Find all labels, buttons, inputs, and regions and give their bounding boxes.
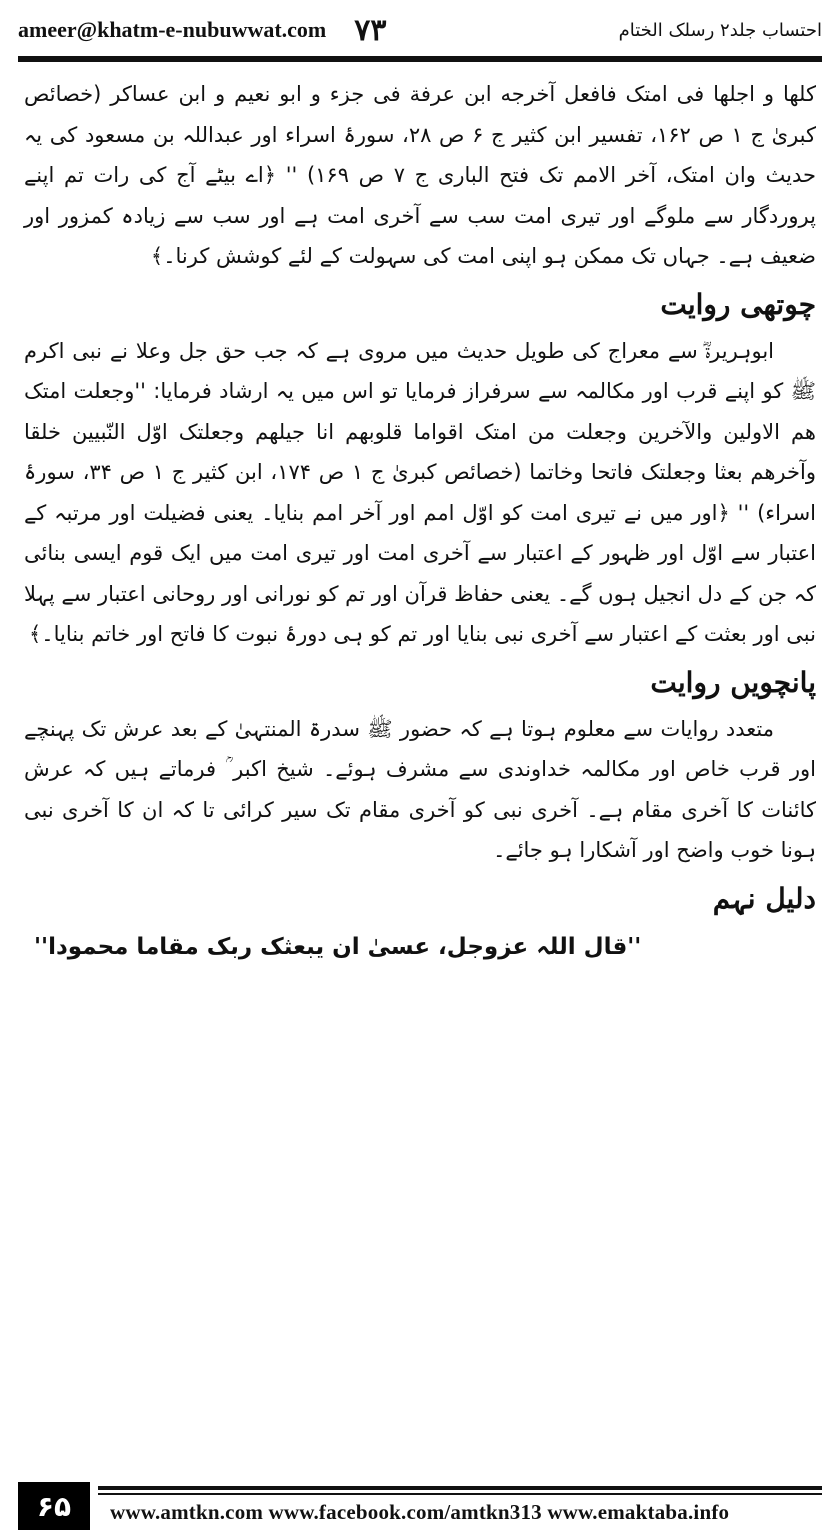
header-page-ref: ۷۳ xyxy=(354,12,387,48)
header-email: ameer@khatm-e-nubuwwat.com xyxy=(18,17,327,42)
paragraph-1: کلھا و اجلھا فی امتک فافعل آخرجه ابن عرفة فی جزء و ابو نعیم و ابن عساکر (خصائص کبریٰ ج ۱ ص ۱۶۲، تفسیر ابن کثیر ج ۶ ص ۲۸، سورۂ اسراء اور عبداللہ بن مسعود کی یہ حدیث وان امتک، آخر الامم تک فتح الباری ج ۷ ص ۱۶۹) '' ﴿اے بیٹے آج کی رات تم اپنے پروردگار سے ملوگے اور تیری امت سب سے آخری امت ہے اور سب سے زیادہ کمزور اور ضعیف ہے۔ جہاں تک ممکن ہو اپنی امت کی سہولت کے لئے کوشش کرنا۔﴾ xyxy=(24,82,816,268)
footer-rule-thin xyxy=(98,1493,822,1495)
page-header xyxy=(18,10,822,50)
footer-page-number: ۶۵ xyxy=(18,1482,90,1530)
footer-urls: www.amtkn.com www.facebook.com/amtkn313 www.emaktaba.info xyxy=(110,1500,730,1524)
page-footer xyxy=(18,1482,822,1534)
heading-fifth-narration: پانچویں روایت xyxy=(650,665,816,699)
heading-fourth-narration: چوتھی روایت xyxy=(660,287,816,321)
header-rule xyxy=(18,56,822,62)
heading-ninth-proof: دلیل نہم xyxy=(712,881,816,915)
header-left xyxy=(18,13,387,48)
header-book-title: احتساب جلد۲ رسلک الختام xyxy=(618,19,822,41)
paragraph-3: متعدد روایات سے معلوم ہوتا ہے کہ حضور ﷺ سدرۃ المنتہیٰ کے بعد عرش تک پہنچے اور قرب خاص اور مکالمہ خداوندی سے مشرف ہوئے۔ شیخ اکبر ؒ فرماتے ہیں کہ عرش کائنات کا آخری مقام ہے۔ آخری نبی کو آخری مقام تک سیر کرائی تا کہ ان کا آخری نبی ہونا خوب واضح اور آشکارا ہو جائے۔ xyxy=(24,716,816,862)
quranic-quote: ''قال اللہ عزوجل، عسیٰ ان یبعثک ربک مقاما محمودا'' xyxy=(34,933,642,960)
footer-rule xyxy=(98,1486,822,1490)
page-content xyxy=(24,74,816,1466)
paragraph-2: ابوہریرۃؓ سے معراج کی طویل حدیث میں مروی ہے کہ جب حق جل وعلا نے نبی اکرم ﷺ کو اپنے قرب اور مکالمہ سے سرفراز فرمایا تو اس میں یہ ارشاد فرمایا: ''وجعلت امتک ھم الاولین والآخرین وجعلت من امتک اقواما قلوبھم انا جیلھم وجعلتک اوّل النّبیین خلقا وآخرھم بعثا وجعلتک فاتحا وخاتما (خصائص کبریٰ ج ۱ ص ۱۷۴، ابن کثیر ج ۱ ص ۳۴، سورۂ اسراء) '' ﴿اور میں نے تیری امت کو اوّل امم اور آخر امم بنایا۔ یعنی فضیلت اور مرتبہ کے اعتبار سے اوّل اور ظہور کے اعتبار سے آخری امت اور تیری امت میں ایک قوم ایسی بنائی کہ جن کے دل انجیل ہوں گے۔ یعنی حفاظ قرآن اور تم کو نورانی اور روحانی اعتبار سے پہلا نبی اور بعثت کے اعتبار سے آخری نبی بنایا اور تم کو ہی دورۂ نبوت کا فاتح اور خاتم بنایا۔﴾ xyxy=(24,338,816,646)
